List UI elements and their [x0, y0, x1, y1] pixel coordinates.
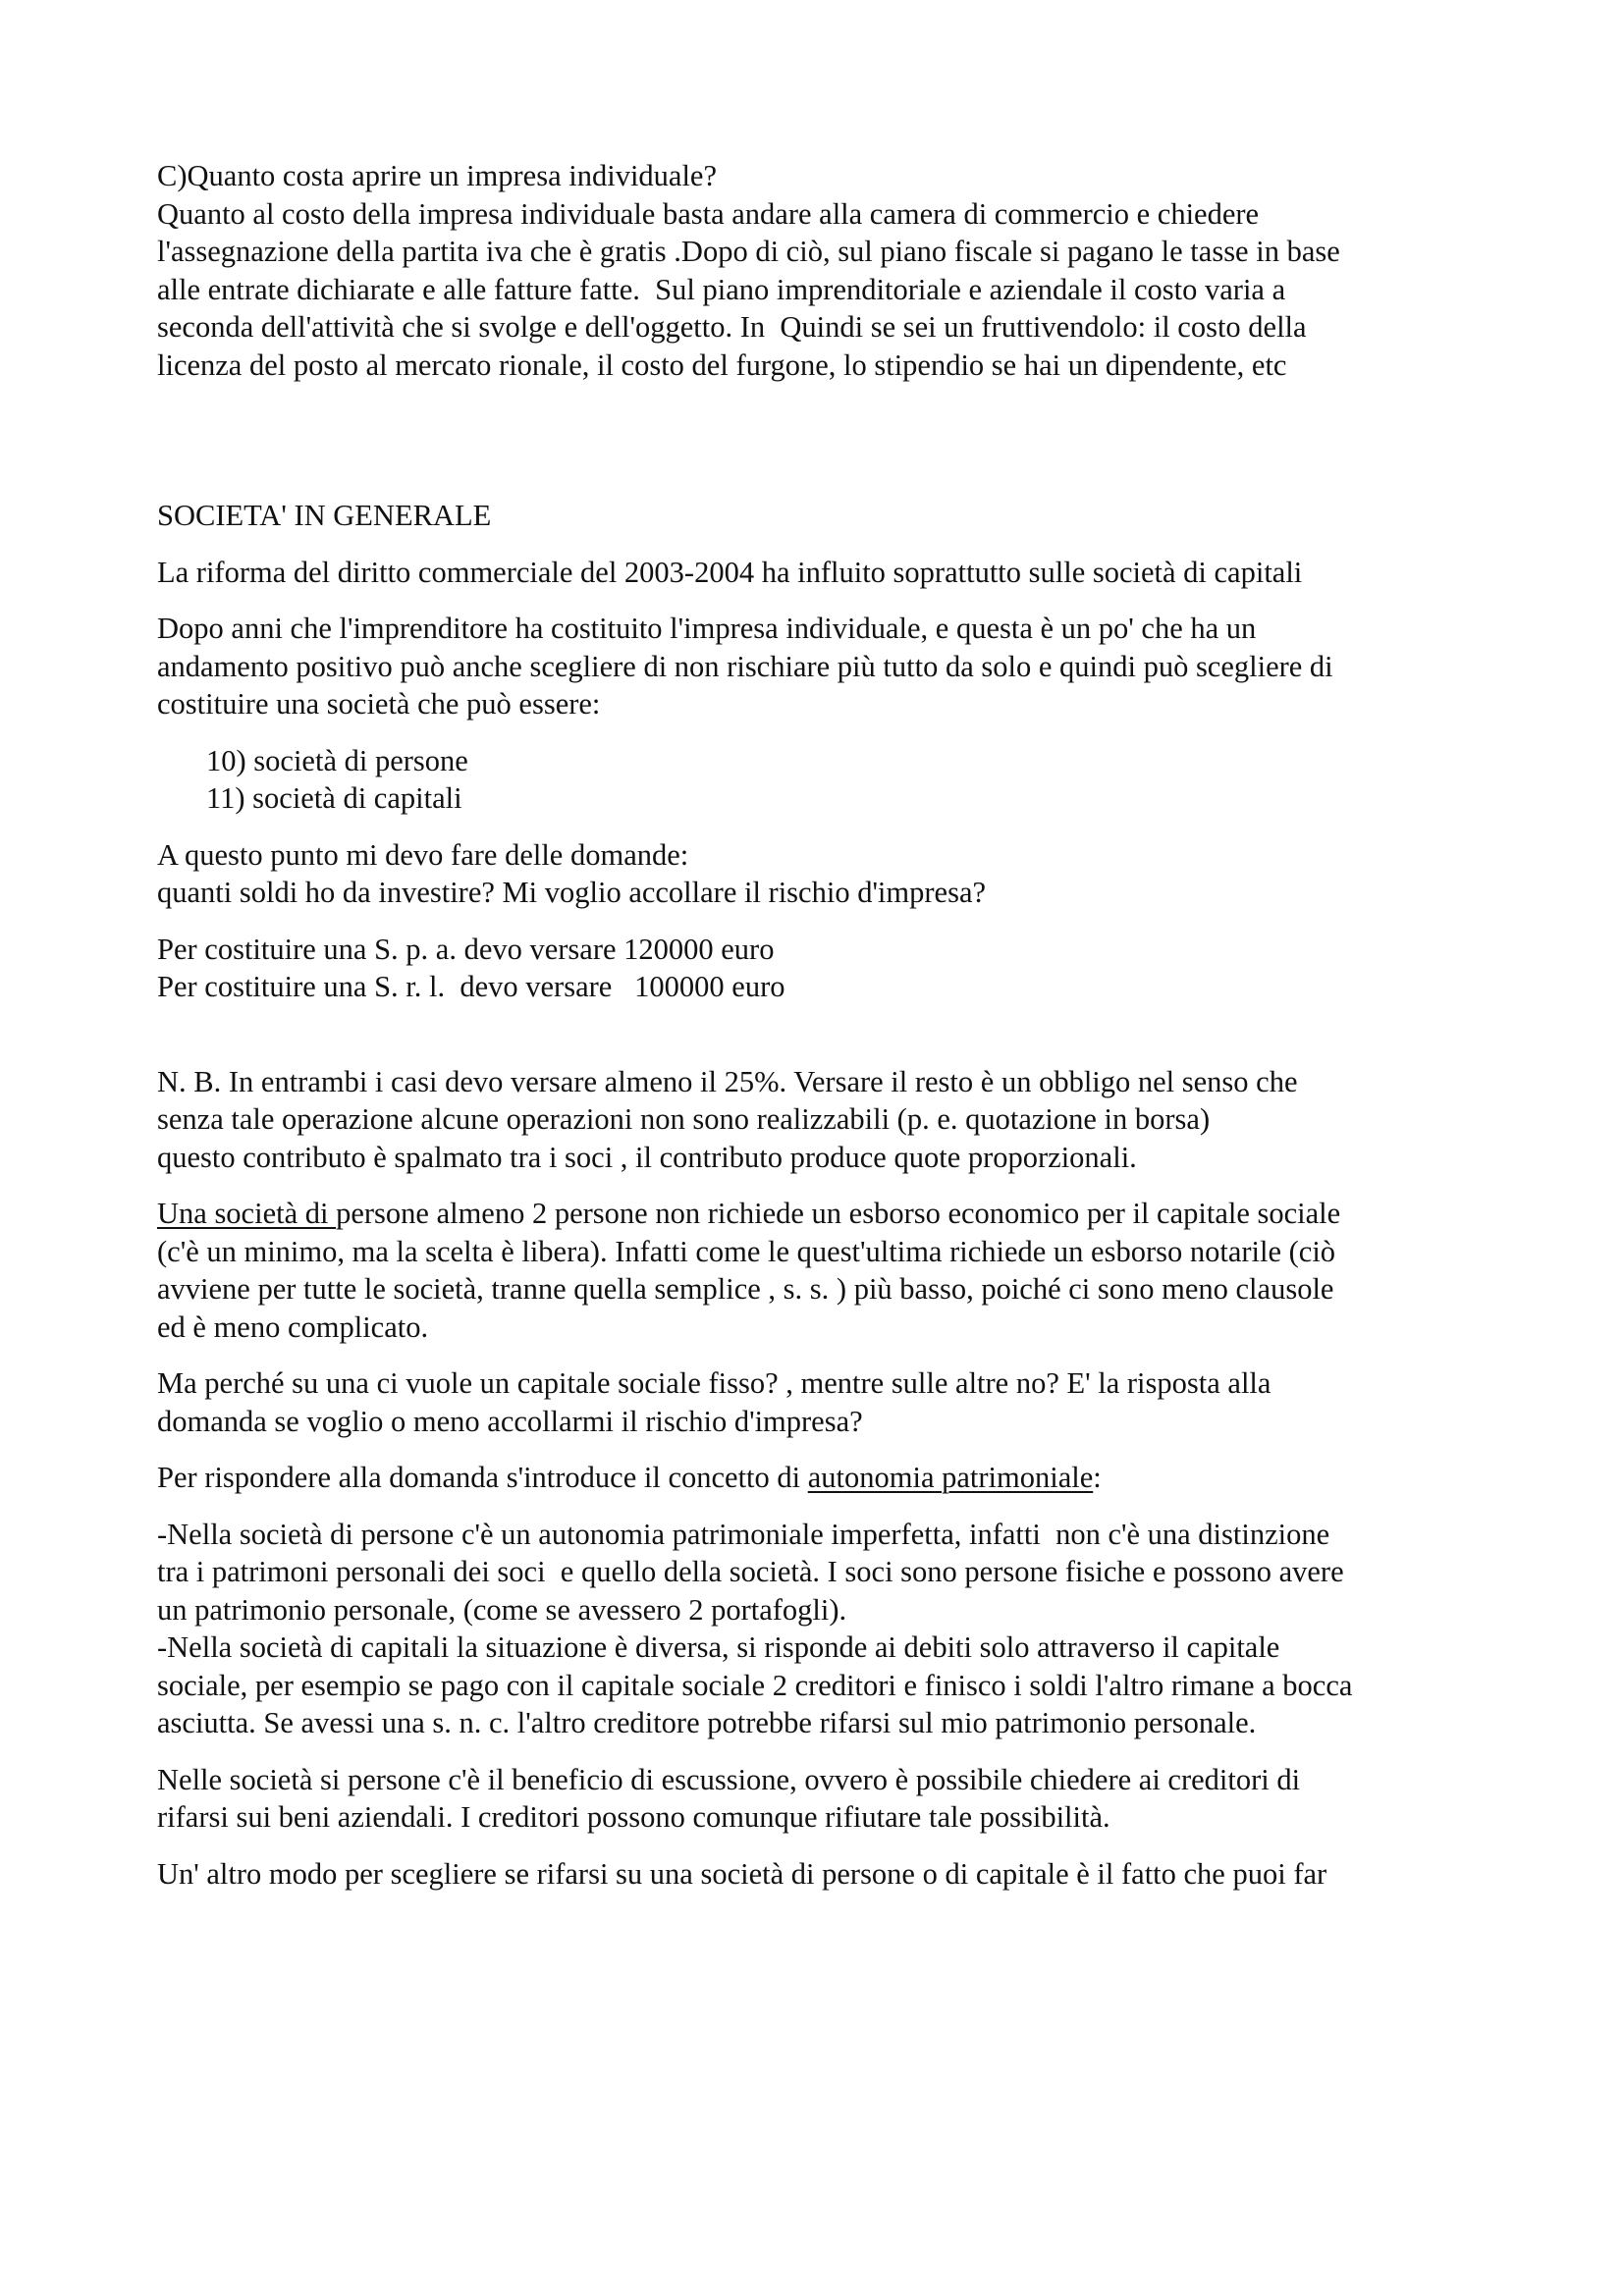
autonomia-paragraph-line: -Nella società di capitali la situazione è diversa, si risponde ai debiti solo attraverso il capitale — [157, 1630, 1280, 1664]
intro-question: C)Quanto costa aprire un impresa individuale? — [157, 159, 717, 192]
spacer — [157, 912, 1492, 931]
persone-first-rest: persone almeno 2 persone non richiede un esborso economico per il capitale sociale — [336, 1197, 1341, 1230]
escussione-paragraph-line: rifarsi sui beni aziendali. I creditori possono comunque rifiutare tale possibilità. — [157, 1800, 1110, 1834]
rispondere-suffix: : — [1093, 1461, 1102, 1494]
list-item — [157, 742, 1492, 780]
underlined-phrase: Una società di — [157, 1197, 337, 1230]
list-item-text: società di persone — [253, 743, 468, 777]
rispondere-prefix: Per rispondere alla domanda s'introduce il concetto di — [157, 1461, 808, 1494]
dopo-paragraph-line: costituire una società che può essere: — [157, 687, 601, 721]
spacer — [157, 384, 1492, 497]
persone-paragraph-line: avviene per tutte le società, tranne quella semplice , s. s. ) più basso, poiché ci sono meno clausole — [157, 1272, 1334, 1306]
list-item-number: 10) — [206, 743, 246, 777]
questions-line: A questo punto mi devo fare delle domande: — [157, 837, 689, 872]
spacer — [157, 591, 1492, 610]
list-item-number: 11) — [206, 781, 245, 815]
intro-answer-line: alle entrate dichiarate e alle fatture fatte. Sul piano imprenditoriale e aziendale il costo varia a — [157, 272, 1286, 306]
dopo-paragraph-line: andamento positivo può anche scegliere di non rischiare più tutto da solo e quindi può scegliere di — [157, 649, 1333, 683]
spacer — [157, 1176, 1492, 1195]
autonomia-paragraph-line: tra i patrimoni personali dei soci e quello della società. I soci sono persone fisiche e possono avere — [157, 1555, 1344, 1588]
escussione-paragraph-line: Nelle società si persone c'è il beneficio di escussione, ovvero è possibile chiedere ai creditori di — [157, 1762, 1301, 1796]
spacer — [157, 1497, 1492, 1516]
ma-paragraph-line: domanda se voglio o meno accollarmi il rischio d'impresa? — [157, 1404, 863, 1438]
autonomia-paragraph-line: un patrimonio personale, (come se avessero 2 portafogli). — [157, 1592, 847, 1627]
riforma-paragraph: La riforma del diritto commerciale del 2003-2004 ha influito soprattutto sulle società di capitali — [157, 555, 1303, 589]
capitale-line: Per costituire una S. p. a. devo versare 120000 euro — [157, 932, 775, 966]
persone-paragraph-line: (c'è un minimo, ma la scelta è libera). Infatti come le quest'ultima richiede un esborso notarile (ciò — [157, 1234, 1336, 1268]
spacer — [157, 535, 1492, 554]
list-item — [157, 779, 1492, 818]
capitale-line: Per costituire una S. r. l. devo versare 100000 euro — [157, 970, 785, 1003]
spacer — [157, 723, 1492, 742]
spacer — [157, 1346, 1492, 1364]
persone-paragraph-line: ed è meno complicato. — [157, 1309, 429, 1344]
intro-answer-line: licenza del posto al mercato rionale, il costo del furgone, lo stipendio se hai un dipendente, etc — [157, 347, 1287, 382]
spacer — [157, 1742, 1492, 1761]
spacer — [157, 1006, 1492, 1063]
questions-line: quanti soldi ho da investire? Mi voglio accollare il rischio d'impresa? — [157, 876, 987, 909]
persone-paragraph-line — [157, 1195, 1492, 1233]
nb-paragraph-line: questo contributo è spalmato tra i soci , il contributo produce quote proporzionali. — [157, 1140, 1137, 1174]
spacer — [157, 818, 1492, 836]
dopo-paragraph-line: Dopo anni che l'imprenditore ha costituito l'impresa individuale, e questa è un po' che ha un — [157, 612, 1257, 645]
list-item-text: società di capitali — [252, 781, 462, 815]
intro-answer-line: seconda dell'attività che si svolge e dell'oggetto. In Quindi se sei un fruttivendolo: il costo della — [157, 310, 1307, 344]
autonomia-paragraph-line: asciutta. Se avessi una s. n. c. l'altro creditore potrebbe rifarsi sul mio patrimonio personale. — [157, 1706, 1257, 1739]
section-heading: SOCIETA' IN GENERALE — [157, 499, 492, 532]
intro-answer-line: Quanto al costo della impresa individuale basta andare alla camera di commercio e chiedere — [157, 196, 1260, 231]
autonomia-paragraph-line: sociale, per esempio se pago con il capitale sociale 2 creditori e finisco i soldi l'altro rimane a bocca — [157, 1668, 1353, 1702]
document-page — [157, 157, 1492, 1893]
autonomia-term: autonomia patrimoniale — [807, 1461, 1094, 1494]
nb-paragraph-line: senza tale operazione alcune operazioni non sono realizzabili (p. e. quotazione in borsa) — [157, 1102, 1211, 1136]
intro-answer-line: l'assegnazione della partita iva che è gratis .Dopo di ciò, sul piano fiscale si pagano le tasse in base — [157, 235, 1340, 268]
ultimo-paragraph-line: Un' altro modo per scegliere se rifarsi su una società di persone o di capitale è il fatto che puoi far — [157, 1856, 1327, 1891]
spacer — [157, 1440, 1492, 1459]
spacer — [157, 1837, 1492, 1855]
nb-paragraph-line: N. B. In entrambi i casi devo versare almeno il 25%. Versare il resto è un obbligo nel senso che — [157, 1064, 1298, 1098]
rispondere-paragraph — [157, 1459, 1492, 1497]
autonomia-paragraph-line: -Nella società di persone c'è un autonomia patrimoniale imperfetta, infatti non c'è una distinzione — [157, 1517, 1330, 1551]
ma-paragraph-line: Ma perché su una ci vuole un capitale sociale fisso? , mentre sulle altre no? E' la risposta alla — [157, 1366, 1271, 1400]
